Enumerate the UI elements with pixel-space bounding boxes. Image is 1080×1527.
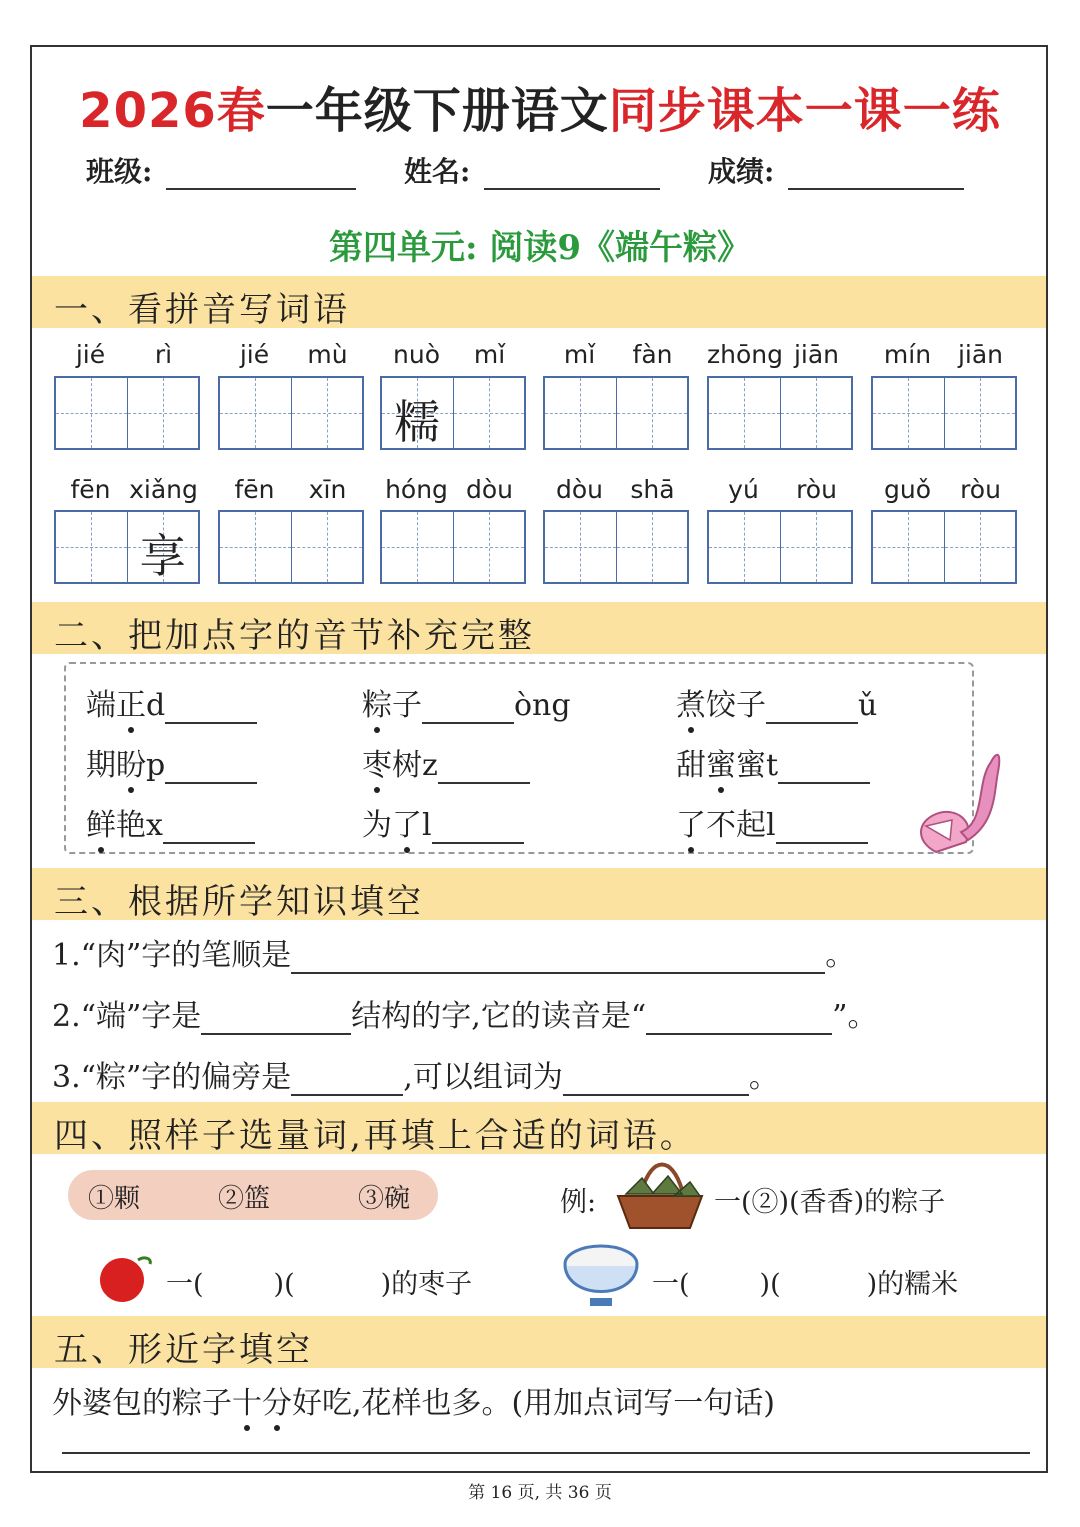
pinyin-syllable: jié — [239, 340, 270, 369]
example-label: 例: — [560, 1187, 597, 1218]
q3-blank-radical[interactable] — [291, 1064, 403, 1096]
grid-cell[interactable] — [382, 512, 454, 582]
dotted-character: 了 — [392, 808, 422, 843]
dotted-character: 鲜 — [86, 808, 116, 843]
grid-cell[interactable] — [945, 512, 1016, 582]
dotted-character: 正 — [116, 688, 146, 723]
pinyin-syllable: rì — [154, 340, 173, 369]
rice-phrase: 一( )( )的糯米 — [652, 1269, 959, 1300]
pinyin-syllable: shā — [630, 475, 675, 504]
syllable-blank[interactable] — [165, 694, 257, 724]
syllable-blank[interactable] — [165, 754, 257, 784]
syllable-item: 期盼p — [86, 740, 257, 784]
pinyin-syllable: yú — [728, 475, 759, 504]
pinyin-syllable: jiān — [957, 340, 1004, 369]
pinyin-syllable: dòu — [555, 475, 603, 504]
grid-cell[interactable] — [873, 378, 945, 448]
dotted-character: 了 — [676, 808, 706, 843]
unit-title: 第四单元: 阅读9《端午粽》 — [328, 228, 752, 268]
pinyin-syllable: hóng — [385, 475, 448, 504]
syllable-item: 煮饺子 ǔ — [676, 688, 878, 723]
pinyin-syllable: jiān — [793, 340, 840, 369]
q2-blank-structure[interactable] — [201, 1003, 351, 1035]
option-3: ③碗 — [358, 1184, 411, 1214]
grid-cell[interactable] — [292, 378, 363, 448]
jujube-illustration — [94, 1250, 156, 1304]
syllable-item: 端正d — [86, 680, 257, 724]
pinyin-syllable: mín — [883, 340, 932, 369]
grid-cell[interactable] — [709, 512, 781, 582]
grid-cell[interactable] — [56, 512, 128, 582]
pinyin-syllable: xīn — [308, 475, 347, 504]
syllable-blank[interactable] — [422, 694, 514, 724]
syllable-item: 鲜艳x — [86, 800, 255, 844]
syllable-blank[interactable] — [778, 754, 870, 784]
pinyin-syllable: zhōng — [707, 340, 783, 369]
answer-line[interactable] — [62, 1452, 1030, 1454]
pinyin-syllable: mǐ — [473, 340, 506, 369]
syllable-blank[interactable] — [432, 814, 524, 844]
score-input-line[interactable] — [788, 158, 964, 190]
tianzige-grid[interactable] — [54, 510, 200, 584]
grid-cell[interactable] — [617, 512, 688, 582]
sentence-task: 外婆包的粽子十分好吃,花样也多。(用加点词写一句话) — [52, 1386, 775, 1421]
grid-cell[interactable] — [292, 512, 363, 582]
grid-character: 糯 — [394, 395, 441, 449]
option-2: ②篮 — [218, 1184, 271, 1214]
question-1: 1.“肉”字的笔顺是 。 — [52, 938, 856, 973]
section-5-header: 五、形近字填空 — [32, 1316, 1046, 1368]
tianzige-grid[interactable] — [543, 376, 689, 450]
option-1: ①颗 — [88, 1184, 141, 1214]
syllable-blank[interactable] — [766, 694, 858, 724]
tianzige-grid[interactable] — [54, 376, 200, 450]
pinyin-syllable: fàn — [632, 340, 673, 369]
name-input-line[interactable] — [484, 158, 660, 190]
grid-cell[interactable] — [781, 378, 852, 448]
grid-cell[interactable] — [545, 512, 617, 582]
grid-cell[interactable] — [128, 378, 199, 448]
dotted-character: 粽 — [362, 688, 392, 723]
q1-blank[interactable] — [291, 942, 825, 974]
q3-blank-word[interactable] — [563, 1064, 749, 1096]
pinyin-syllable: fēn — [70, 475, 111, 504]
grid-cell[interactable] — [945, 378, 1016, 448]
pinyin-syllable: ròu — [960, 475, 1001, 504]
tianzige-grid[interactable] — [871, 510, 1017, 584]
grid-cell[interactable] — [709, 378, 781, 448]
dotted-character: 枣 — [362, 748, 392, 783]
pinyin-syllable: mǐ — [563, 340, 596, 369]
syllable-item: 为了l — [362, 800, 524, 844]
grid-cell[interactable] — [220, 512, 292, 582]
pinyin-syllable: jié — [75, 340, 106, 369]
question-2: 2.“端”字是 结构的字,它的读音是“ ”。 — [52, 999, 878, 1034]
tianzige-grid[interactable] — [707, 510, 853, 584]
pinyin-syllable: guǒ — [883, 475, 931, 504]
pinyin-syllable: ròu — [796, 475, 837, 504]
grid-character: 享 — [139, 529, 186, 583]
score-field: 成绩: — [708, 150, 964, 190]
tianzige-grid[interactable] — [380, 510, 526, 584]
jujube-phrase: 一( )( )的枣子 — [166, 1269, 473, 1300]
syllable-item: 粽子 òng — [362, 688, 571, 723]
grid-cell[interactable] — [545, 378, 617, 448]
dotted-character: 盼 — [116, 748, 146, 783]
syllable-blank[interactable] — [438, 754, 530, 784]
grid-cell[interactable] — [781, 512, 852, 582]
grid-cell[interactable] — [873, 512, 945, 582]
section-1-header: 一、看拼音写词语 — [32, 276, 1046, 328]
class-input-line[interactable] — [166, 158, 356, 190]
dotted-character: 蜜 — [706, 748, 736, 783]
q2-blank-pinyin[interactable] — [646, 1003, 832, 1035]
grid-cell[interactable] — [56, 378, 128, 448]
section-2-header: 二、把加点字的音节补充完整 — [32, 602, 1046, 654]
class-field: 班级: — [86, 150, 356, 190]
syllable-item: 枣树z — [362, 740, 530, 784]
grid-cell[interactable] — [454, 512, 525, 582]
syllable-item: 了不起l — [676, 800, 868, 844]
question-3: 3.“粽”字的偏旁是 ,可以组词为 。 — [52, 1060, 779, 1095]
measure-word-options — [68, 1170, 438, 1220]
example-text: 一(②)(香香)的粽子 — [714, 1187, 946, 1218]
rice-bowl-illustration — [560, 1236, 642, 1316]
syllable-blank[interactable] — [163, 814, 255, 844]
syllable-blank[interactable] — [776, 814, 868, 844]
dotted-character: 煮 — [676, 688, 706, 723]
section-3-header: 三、根据所学知识填空 — [32, 868, 1046, 920]
pinyin-syllable: dòu — [465, 475, 513, 504]
grid-cell[interactable] — [617, 378, 688, 448]
grid-cell[interactable] — [220, 378, 292, 448]
grid-cell[interactable] — [454, 378, 525, 448]
tianzige-grid[interactable] — [871, 376, 1017, 450]
pinyin-syllable: nuò — [393, 340, 440, 369]
tianzige-grid[interactable] — [218, 510, 364, 584]
basket-illustration — [612, 1156, 708, 1232]
tianzige-grid[interactable] — [380, 376, 526, 450]
grid-cell[interactable] — [128, 512, 199, 582]
grid-cell[interactable] — [382, 378, 454, 448]
zongzi-illustration — [906, 742, 1006, 862]
page-footer: 第 16 页, 共 36 页 — [468, 1483, 612, 1503]
pinyin-syllable: xiǎng — [129, 475, 198, 504]
syllable-item: 甜蜜蜜t — [676, 740, 870, 784]
name-field: 姓名: — [404, 150, 660, 190]
tianzige-grid[interactable] — [543, 510, 689, 584]
worksheet-title: 2026春一年级下册语文同步课本一课一练 — [79, 83, 1001, 139]
section-4-header: 四、照样子选量词,再填上合适的词语。 — [32, 1102, 1046, 1154]
pinyin-syllable: fēn — [234, 475, 275, 504]
pinyin-syllable: mù — [307, 340, 348, 369]
tianzige-grid[interactable] — [218, 376, 364, 450]
tianzige-grid[interactable] — [707, 376, 853, 450]
